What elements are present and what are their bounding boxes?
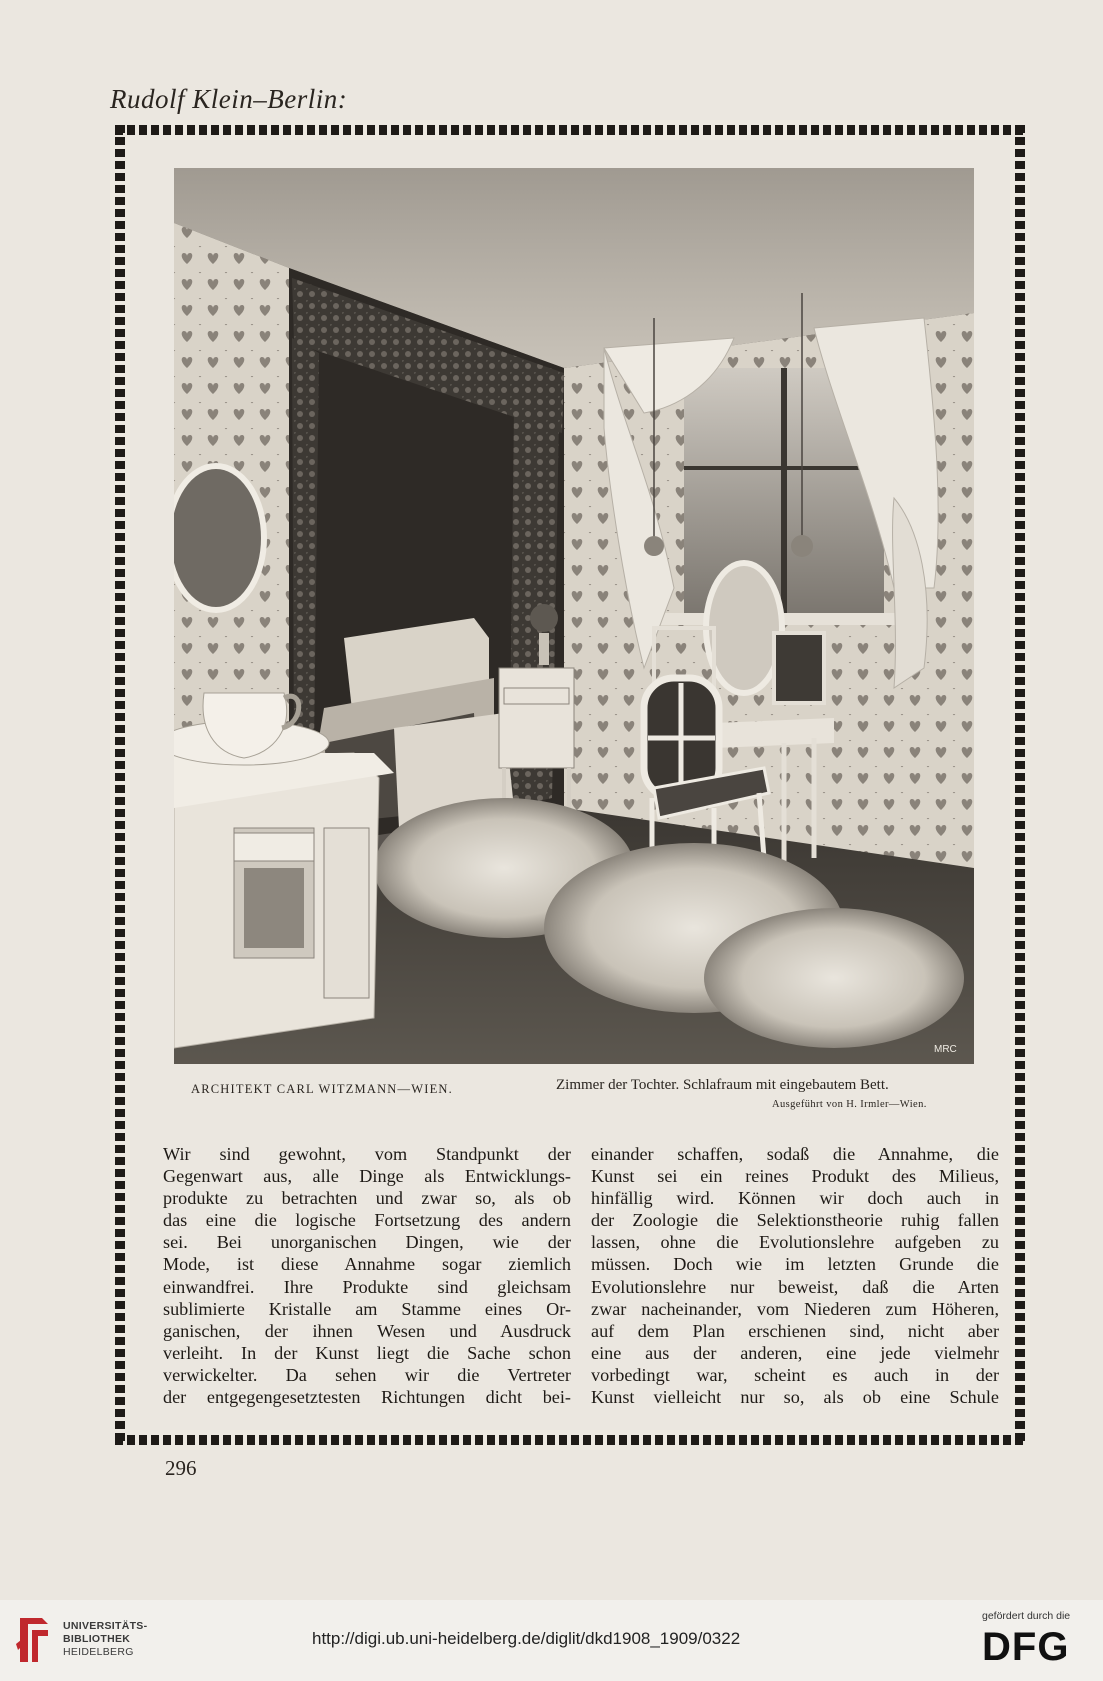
body-line: produkte zu betrachten und zwar so, als ob: [163, 1188, 571, 1209]
body-line: Kunst vielleicht nur so, als ob eine Schule: [591, 1387, 999, 1408]
library-line: BIBLIOTHEK: [63, 1633, 131, 1645]
caption-architect: ARCHITEKT CARL WITZMANN—WIEN.: [191, 1082, 453, 1096]
caption-executed-by: Ausgeführt von H. Irmler—Wien.: [772, 1099, 927, 1110]
library-line: UNIVERSITÄTS-: [63, 1620, 148, 1632]
body-column-left: [163, 1143, 571, 1408]
caption-title: Zimmer der Tochter. Schlafraum mit eingebautem Bett.: [556, 1077, 889, 1093]
ornamental-border-top: [115, 125, 1025, 135]
body-line: sublimierte Kristalle am Stamme eines Or-: [163, 1298, 571, 1319]
body-line: Wir sind gewohnt, vom Standpunkt der: [163, 1144, 571, 1164]
body-line: einwandfrei. Ihre Produkte sind gleichsam: [163, 1276, 571, 1297]
body-line: verwickelter. Da sehen wir die Vertreter: [163, 1364, 571, 1385]
library-line: HEIDELBERG: [63, 1646, 134, 1658]
body-line: vorbedingt war, scheint es auch in der: [591, 1364, 999, 1385]
bedroom-photograph: [174, 168, 974, 1064]
body-line: zwar nacheinander, vom Niederen zum Höheren,: [591, 1298, 999, 1319]
body-line: Mode, ist diese Annahme sogar ziemlich: [163, 1254, 571, 1275]
body-line: ganischen, der ihnen Wesen und Ausdruck: [163, 1320, 571, 1341]
body-line: lassen, ohne die Evolutionslehre aufgeben zu: [591, 1232, 999, 1253]
body-line: hinfällig wird. Können wir doch auch in: [591, 1188, 999, 1209]
body-line: das eine die logische Fortsetzung des andern: [163, 1210, 571, 1231]
photo-monogram: MRC: [934, 1044, 957, 1055]
body-line: einander schaffen, sodaß die Annahme, die: [591, 1144, 999, 1164]
ornamental-border-bottom: [115, 1435, 1025, 1445]
body-line: auf dem Plan erschienen sind, nicht aber: [591, 1320, 999, 1341]
running-head: Rudolf Klein–Berlin:: [110, 84, 348, 114]
body-line: eine aus der anderen, eine jede vielmehr: [591, 1342, 999, 1363]
bedroom-photo-illustration: [174, 168, 974, 1064]
university-library-name: [63, 1620, 147, 1659]
ornamental-border-left: [115, 125, 125, 1445]
body-column-right: [591, 1143, 999, 1408]
body-line: Kunst sei ein reines Produkt des Milieus,: [591, 1166, 999, 1187]
funded-by-label: gefördert durch die: [982, 1610, 1071, 1622]
page-number: 296: [165, 1456, 197, 1480]
body-line: Evolutionslehre nur beweist, daß die Arten: [591, 1276, 999, 1297]
body-line: müssen. Doch wie im letzten Grunde die: [591, 1254, 999, 1275]
digitization-footer: [0, 1600, 1103, 1681]
permalink-url[interactable]: http://digi.ub.uni-heidelberg.de/diglit/dkd1908_1909/0322: [312, 1629, 741, 1648]
body-line: der entgegengesetztesten Richtungen dicht bei-: [163, 1387, 571, 1408]
body-line: verleiht. In der Kunst liegt die Sache schon: [163, 1342, 571, 1363]
ornamental-border-right: [1015, 125, 1025, 1445]
body-line: sei. Bei unorganischen Dingen, wie der: [163, 1232, 571, 1253]
dfg-logo: DFG: [982, 1625, 1070, 1669]
body-line: Gegenwart aus, alle Dinge als Entwicklungs-: [163, 1166, 571, 1187]
university-library-logo-icon: [14, 1614, 54, 1666]
body-line: der Zoologie die Selektionstheorie ruhig fallen: [591, 1210, 999, 1231]
